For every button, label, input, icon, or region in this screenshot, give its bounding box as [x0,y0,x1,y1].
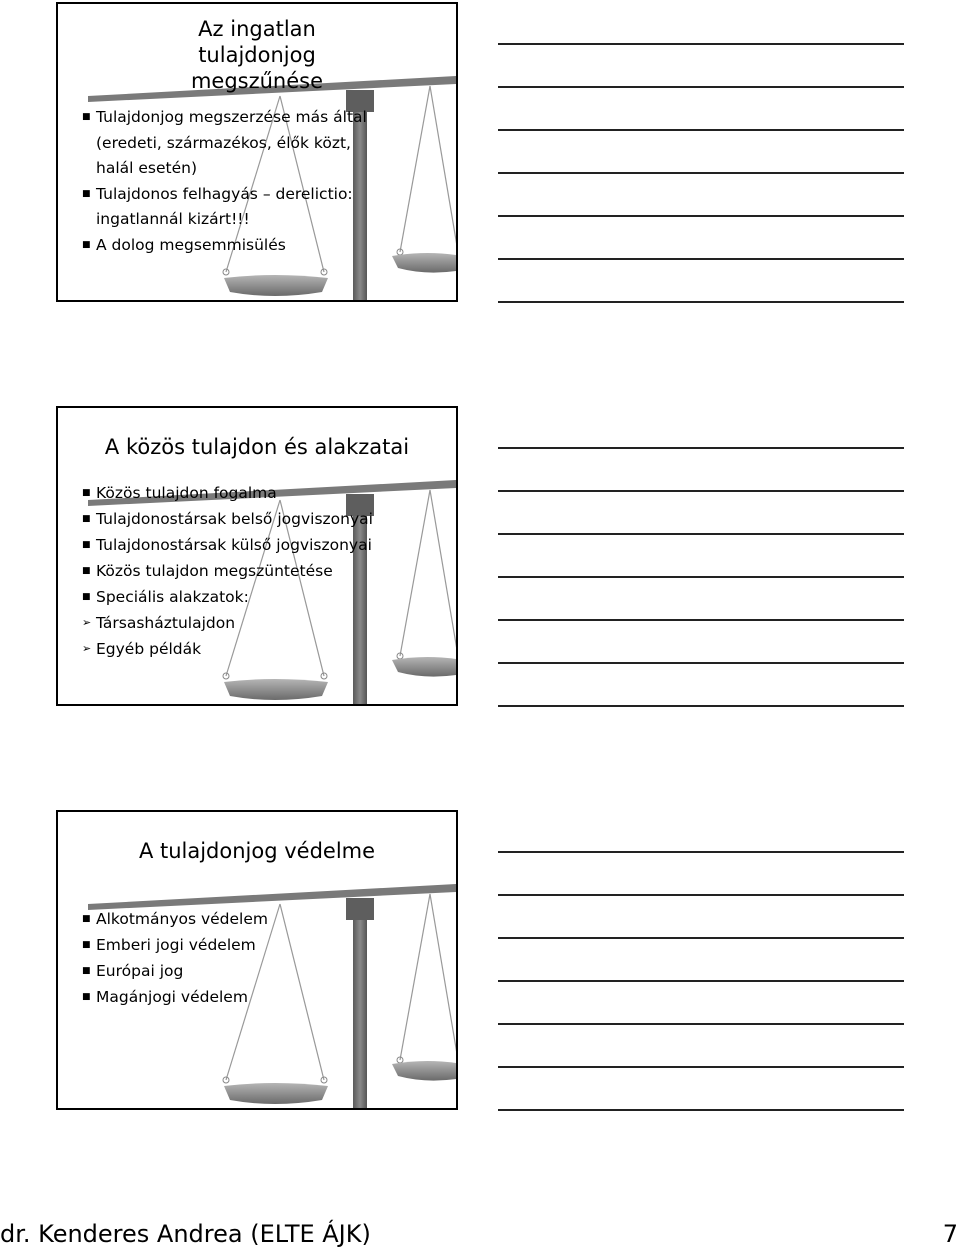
note-line [498,851,904,853]
list-item [82,584,442,610]
bullet-list [82,105,382,258]
note-line [498,490,904,492]
list-item [82,610,442,636]
note-line [498,1109,904,1111]
square-bullet-icon: ■ [82,966,91,976]
slide-title: A tulajdonjog védelme [138,839,376,863]
note-line [498,301,904,303]
list-item [82,182,382,233]
square-bullet-icon: ■ [82,914,91,924]
bullet-text: Speciális alakzatok: [96,588,249,606]
list-item [82,932,382,958]
bullet-text: Tulajdonostársak belső jogviszonyai [96,510,373,528]
note-line [498,215,904,217]
note-line [498,662,904,664]
bullet-text: Tulajdonostársak külső jogviszonyai [96,536,372,554]
bullet-text: Magánjogi védelem [96,988,248,1006]
note-line [498,172,904,174]
slide-3 [56,810,458,1110]
list-item [82,636,442,662]
list-item [82,984,382,1010]
footer-author: dr. Kenderes Andrea (ELTE ÁJK) [0,1220,371,1248]
square-bullet-icon: ■ [82,514,91,524]
square-bullet-icon: ■ [82,188,91,199]
note-line [498,705,904,707]
note-line [498,533,904,535]
arrow-bullet-icon: ➢ [82,616,92,629]
bullet-text: Közös tulajdon fogalma [96,484,277,502]
bullet-text: Emberi jogi védelem [96,936,256,954]
list-item [82,105,382,182]
bullet-text: A dolog megsemmisülés [96,235,286,254]
list-item [82,532,442,558]
note-line [498,1066,904,1068]
note-line [498,576,904,578]
note-line [498,43,904,45]
slide-title: Az ingatlan tulajdonjog megszűnése [190,17,324,93]
page-number: 7 [942,1220,958,1248]
square-bullet-icon: ■ [82,992,91,1002]
bullet-text: Tulajdonjog megszerzése más által (eredeti, származékos, élők közt, halál esetén) [96,108,367,177]
bullet-text: Társasháztulajdon [96,614,236,632]
list-item [82,558,442,584]
slide-1 [56,2,458,302]
square-bullet-icon: ■ [82,566,91,576]
arrow-bullet-icon: ➢ [82,642,92,655]
square-bullet-icon: ■ [82,540,91,550]
square-bullet-icon: ■ [82,488,91,498]
bullet-list [82,906,382,1010]
bullet-text: Egyéb példák [96,640,202,658]
list-item [82,506,442,532]
slide-title: A közös tulajdon és alakzatai [104,435,410,459]
list-item [82,233,382,259]
slide-2 [56,406,458,706]
note-line [498,258,904,260]
list-item [82,958,382,984]
square-bullet-icon: ■ [82,592,91,602]
list-item [82,906,382,932]
bullet-text: Európai jog [96,962,184,980]
note-line [498,447,904,449]
bullet-text: Alkotmányos védelem [96,910,268,928]
note-line [498,937,904,939]
note-line [498,86,904,88]
square-bullet-icon: ■ [82,112,91,122]
square-bullet-icon: ■ [82,940,91,950]
note-line [498,980,904,982]
note-line [498,894,904,896]
bullet-list [82,480,442,662]
list-item [82,480,442,506]
note-line [498,619,904,621]
bullet-text: Közös tulajdon megszüntetése [96,562,333,580]
note-line [498,1023,904,1025]
page-footer [0,1219,960,1249]
square-bullet-icon: ■ [82,239,91,250]
note-line [498,129,904,131]
bullet-text: Tulajdonos felhagyás – derelictio: ingatlannál kizárt!!! [96,184,353,228]
